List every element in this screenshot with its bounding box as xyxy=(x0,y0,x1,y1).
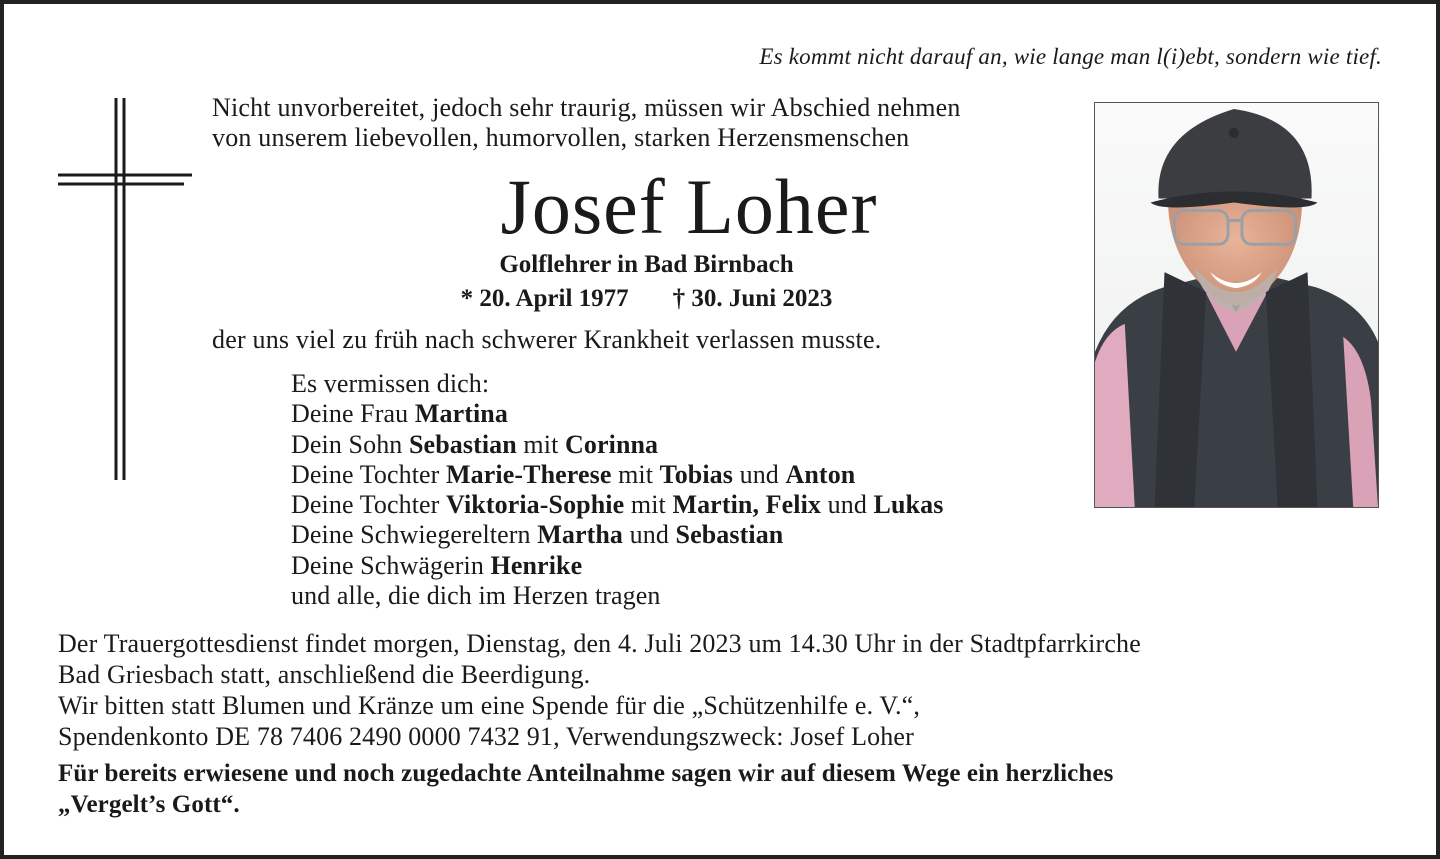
mourner-name: Anton xyxy=(785,459,856,489)
mourner-line: Dein Sohn Sebastian mit Corinna xyxy=(291,429,659,459)
birth-date: * 20. April 1977 xyxy=(460,285,629,312)
intro-text xyxy=(212,93,961,153)
thanks-line: Für bereits erwiesene und noch zugedachte Anteilnahme sagen wir auf diesem Wege ein herzliches xyxy=(58,760,1114,787)
mourners-list xyxy=(291,369,943,611)
deceased-profession: Golflehrer in Bad Birnbach xyxy=(499,251,794,278)
deceased-name: Josef Loher xyxy=(500,163,878,250)
mourner-name: Martin, Felix xyxy=(672,490,822,520)
mourners-heading: Es vermissen dich: xyxy=(291,369,490,398)
mourner-line: Deine Schwiegereltern Martha und Sebastian xyxy=(291,520,784,550)
mourner-line: Deine Frau Martina xyxy=(291,399,508,429)
mourner-name: Viktoria-Sophie xyxy=(446,490,625,520)
mourner-line: Deine Tochter Marie-Therese mit Tobias und Anton xyxy=(291,459,856,489)
motto-quote: Es kommt nicht darauf an, wie lange man l(i)ebt, sondern wie tief. xyxy=(759,44,1382,69)
mourner-line: und alle, die dich im Herzen tragen xyxy=(291,581,661,611)
intro-line: von unserem liebevollen, humorvollen, starken Herzensmenschen xyxy=(212,123,910,152)
intro-line: Nicht unvorbereitet, jedoch sehr traurig, müssen wir Abschied nehmen xyxy=(212,93,961,122)
mourner-line: Deine Tochter Viktoria-Sophie mit Martin, Felix und Lukas xyxy=(291,490,944,520)
service-line: Bad Griesbach statt, anschließend die Beerdigung. xyxy=(58,660,591,689)
mourner-name: Marie-Therese xyxy=(446,459,612,489)
bank-account-line: Spendenkonto DE 78 7406 2490 0000 7432 91, Verwendungszweck: Josef Loher xyxy=(58,722,914,751)
mourner-name: Lukas xyxy=(873,490,944,520)
closing-line: der uns viel zu früh nach schwerer Krankheit verlassen musste. xyxy=(212,325,882,354)
mourner-name: Martina xyxy=(414,399,508,429)
donation-line: Wir bitten statt Blumen und Kränze um eine Spende für die „Schützenhilfe e. V.“, xyxy=(58,691,920,720)
thanks-line: „Vergelt’s Gott“. xyxy=(58,791,240,818)
service-info xyxy=(58,628,1141,752)
service-line: Der Trauergottesdienst findet morgen, Dienstag, den 4. Juli 2023 um 14.30 Uhr in der Stadtpfarrkirche xyxy=(58,629,1141,658)
portrait-photo xyxy=(1094,102,1379,508)
mourner-name: Sebastian xyxy=(675,520,784,550)
mourner-name: Tobias xyxy=(659,459,733,489)
mourner-line: Deine Schwägerin Henrike xyxy=(291,550,583,580)
death-date: † 30. Juni 2023 xyxy=(672,285,833,312)
mourner-name: Martha xyxy=(537,520,624,550)
mourner-name: Henrike xyxy=(490,550,583,580)
thanks-note xyxy=(58,758,1113,820)
mourner-name: Corinna xyxy=(565,429,659,459)
mourner-name: Sebastian xyxy=(409,429,517,459)
